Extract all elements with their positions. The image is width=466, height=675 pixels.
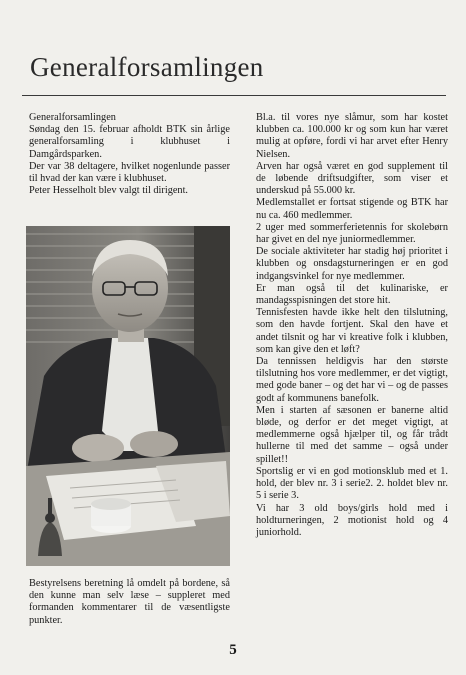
page-number: 5 bbox=[229, 642, 237, 658]
meeting-photo bbox=[26, 226, 230, 566]
caption-text: Bestyrelsens beretning lå omdelt på bordene, så den kunne man selv læse – suppleret med formanden kommentarer til de væsentligste punkter. bbox=[29, 578, 230, 626]
subheading: Generalforsamlingen bbox=[29, 112, 116, 123]
paragraph: Men i starten af sæsonen er banerne altid bløde, og derfor er det meget vigtigt, at medlemmerne også hjælper til, og får trådt hullerne til med det samme – også under spillet!! bbox=[256, 404, 448, 465]
article-title: Generalforsamlingen bbox=[30, 52, 264, 82]
paragraph: 2 uger med sommerferietennis for skolebørn har givet en del nye juniormedlemmer. bbox=[256, 221, 448, 246]
paragraph: Medlemstallet er fortsat stigende og BTK har nu ca. 460 medlemmer. bbox=[256, 197, 448, 221]
paragraph: Søndag den 15. februar afholdt BTK sin årlige generalforsamling i klubhuset i Damgårdsparken. bbox=[29, 124, 230, 160]
paragraph: Bl.a. til vores nye slåmur, som har kostet klubben ca. 100.000 kr og som kun har været mulig at opføre, fordi vi har arvet efter Henry Nielsen. bbox=[256, 112, 448, 160]
paragraph: Er man også til det kulinariske, er mandagsspisningen det store hit. bbox=[256, 282, 448, 307]
paragraph: Vi har 3 old boys/girls hold med i holdturneringen, 2 motionist hold og 4 juniorhold. bbox=[256, 502, 448, 538]
left-column bbox=[29, 112, 230, 197]
title-rule bbox=[22, 95, 446, 96]
paragraph: Da tennissen heldigvis har den største tilslutning hos vore medlemmer, er det vigtigt, med gode baner – og det har vi – og de passes godt af kommunens banefolk. bbox=[256, 356, 448, 404]
paragraph: Peter Hesselholt blev valgt til dirigent. bbox=[29, 185, 188, 197]
paragraph: Tennisfesten havde ikke helt den tilslutning, som den havde fortjent. Skal den have et andet tilsnit og har vi kreative folk i klubben, som kan give den et løft? bbox=[256, 307, 448, 355]
paragraph: De sociale aktiviteter har stadig høj prioritet i klubben og onsdagsturneringen er en god indgangsvinkel for nye medlemmer. bbox=[256, 246, 448, 282]
paragraph: Arven har også været en god supplement til de løbende driftsudgifter, som viser et underskud på 55.000 kr. bbox=[256, 160, 448, 197]
paragraph: Der var 38 deltagere, hvilket nogenlunde passer til hvad der kan være i klubhuset. bbox=[29, 160, 230, 185]
paragraph: Sportslig er vi en god motionsklub med et 1. hold, der blev nr. 3 i serie2. 2. holdet blev nr. 5 i serie 3. bbox=[256, 465, 448, 502]
photo-caption bbox=[29, 578, 230, 627]
right-column bbox=[256, 112, 448, 539]
